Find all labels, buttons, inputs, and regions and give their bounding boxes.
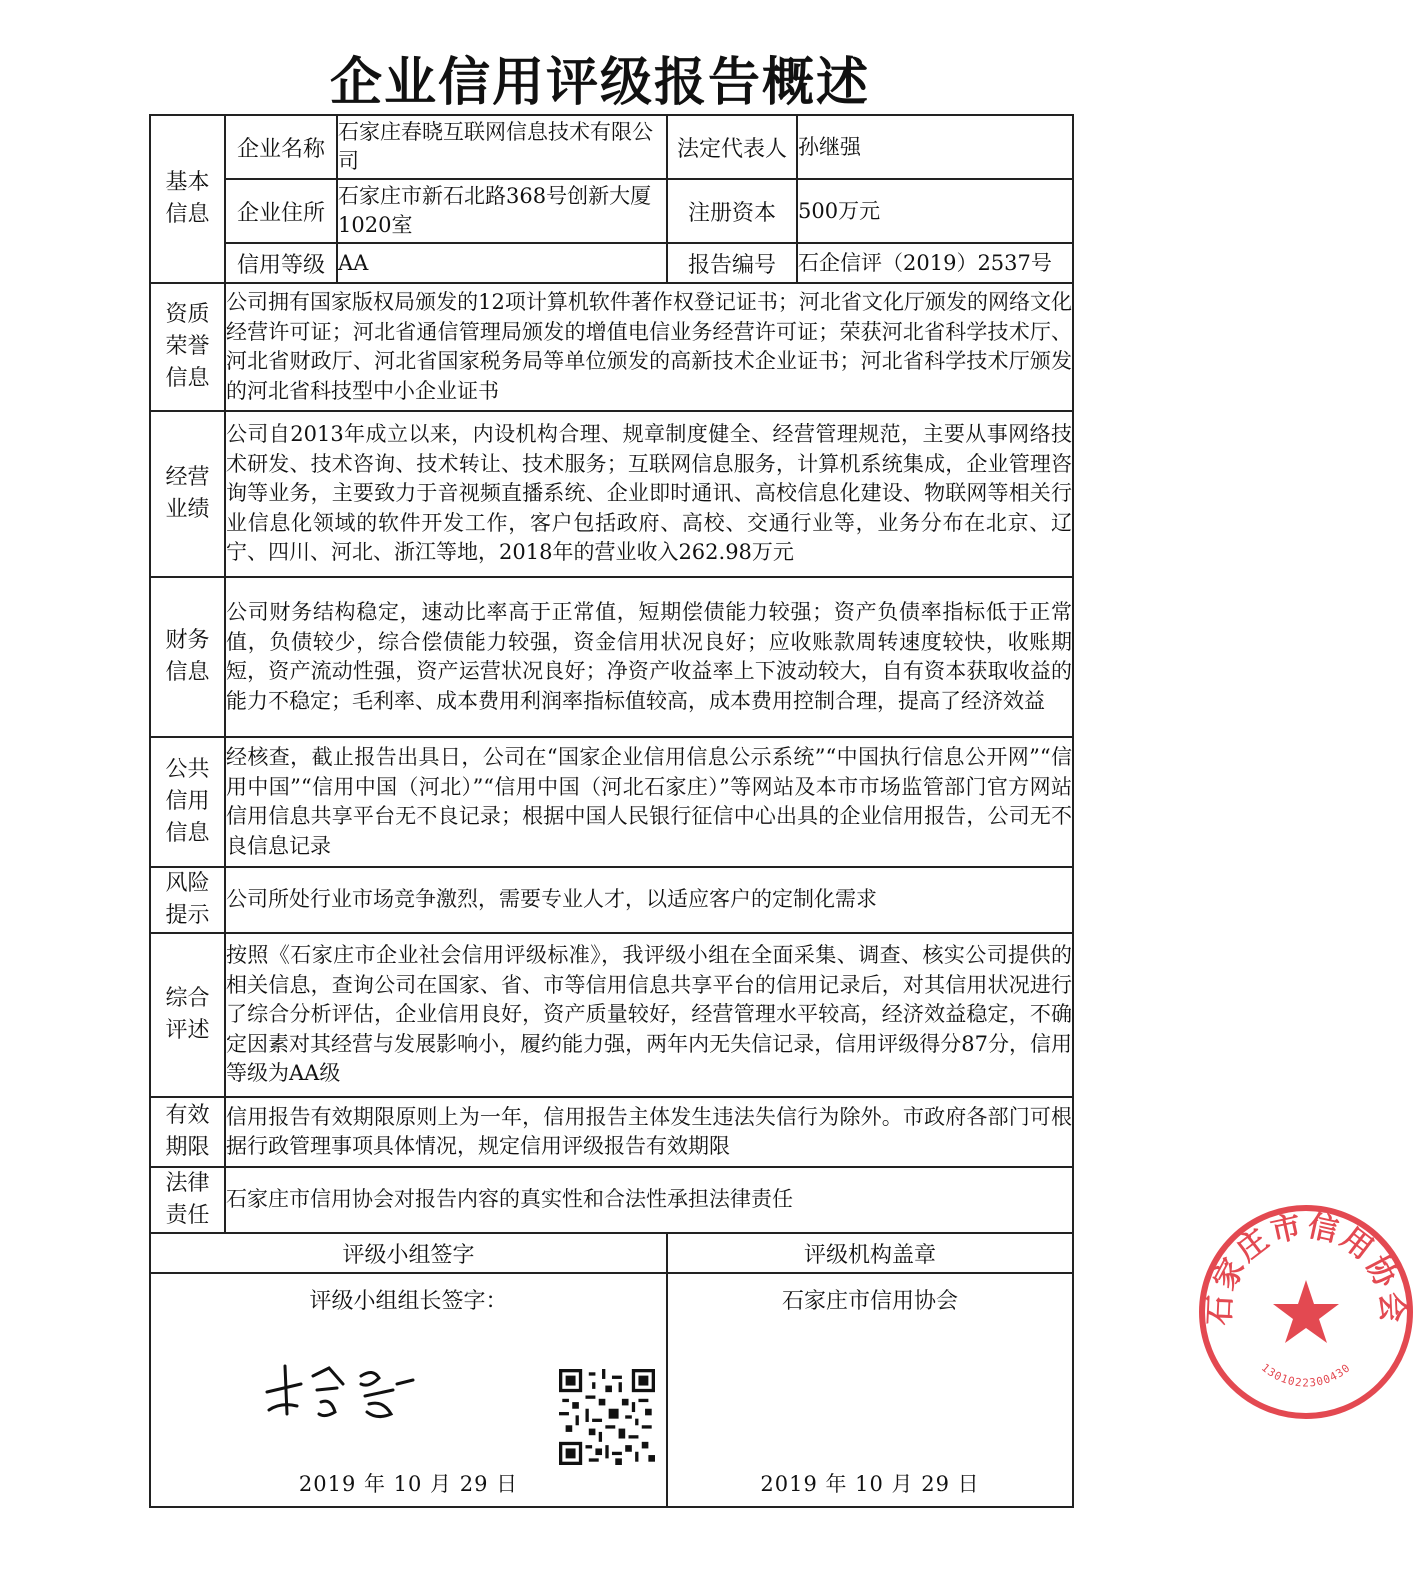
- group-leader-signature-label: 评级小组组长签字：: [309, 1289, 508, 1314]
- section-text-summary: 按照《石家庄市企业社会信用评级标准》，我评级小组在全面采集、调查、核实公司提供的相关信息，查询公司在国家、省、市等信用信息共享平台的信用记录后，对其信用状况进行了综合分析评估，企业信用良好，资产质量较好，经营管理水平较高，经济效益稳定，不确定因素对其经营与发展影响小，履约能力强，两年内无失信记录，信用评级得分87分，信用等级为AA级: [225, 933, 1073, 1097]
- report-number-value: 石企信评（2019）2537号: [797, 243, 1073, 283]
- svg-text:1301022300430: [1259, 1361, 1353, 1389]
- report-table-frame: [149, 114, 1410, 1496]
- section-text-validity: 信用报告有效期限原则上为一年，信用报告主体发生违法失信行为除外。市政府各部门可根据行政管理事项具体情况，规定信用评级报告有效期限: [225, 1097, 1073, 1167]
- legal-rep-label: 法定代表人: [667, 115, 797, 179]
- section-text-qualification: 公司拥有国家版权局颁发的12项计算机软件著作权登记证书；河北省文化厅颁发的网络文化经营许可证；河北省通信管理局颁发的增值电信业务经营许可证；荣获河北省科学技术厅、河北省财政厅、河北省国家税务局等单位颁发的高新技术企业证书；河北省科学技术厅颁发的河北省科技型中小企业证书: [225, 283, 1073, 411]
- qr-code-icon: [559, 1369, 655, 1465]
- seal-text: 石家庄市信用协会: [1202, 1208, 1410, 1327]
- report-number-label: 报告编号: [667, 243, 797, 283]
- section-label-validity: 有效期限: [150, 1097, 225, 1167]
- address-value: 石家庄市新石北路368号创新大厦1020室: [337, 179, 667, 243]
- section-label-summary: 综合评述: [150, 933, 225, 1097]
- capital-label: 注册资本: [667, 179, 797, 243]
- legal-rep-value: 孙继强: [797, 115, 1073, 179]
- section-label-qualification: 资质荣誉信息: [150, 283, 225, 411]
- right-date: 2019 年 10 月 29 日: [760, 1472, 980, 1496]
- credit-grade-value: AA: [337, 243, 667, 283]
- section-text-risk: 公司所处行业市场竞争激烈，需要专业人才，以适应客户的定制化需求: [225, 867, 1073, 933]
- document-title: 企业信用评级报告概述: [329, 53, 870, 113]
- left-date: 2019 年 10 月 29 日: [298, 1472, 519, 1496]
- section-label-legal: 法律责任: [150, 1167, 225, 1233]
- agency-name: 石家庄市信用协会: [781, 1289, 958, 1314]
- section-label-performance: 经营业绩: [150, 411, 225, 577]
- handwritten-signature-icon: [261, 1354, 441, 1424]
- company-name-value: 石家庄春晓互联网信息技术有限公司: [337, 115, 667, 179]
- company-name-label: 企业名称: [225, 115, 337, 179]
- rating-agency-seal-header: 评级机构盖章: [667, 1233, 1073, 1273]
- section-label-financial: 财务信息: [150, 577, 225, 737]
- section-label-basic: 基本信息: [150, 115, 225, 283]
- report-table: [149, 114, 1410, 1508]
- section-label-public-credit: 公共信用信息: [150, 737, 225, 867]
- official-seal-icon: [1196, 1202, 1416, 1422]
- address-label: 企业住所: [225, 179, 337, 243]
- capital-value: 500万元: [797, 179, 1073, 243]
- section-text-performance: 公司自2013年成立以来，内设机构合理、规章制度健全、经营管理规范，主要从事网络技术研发、技术咨询、技术转让、技术服务；互联网信息服务，计算机系统集成，企业管理咨询等业务，主要致力于音视频直播系统、企业即时通讯、高校信息化建设、物联网等相关行业信息化领域的软件开发工作，客户包括政府、高校、交通行业等，业务分布在北京、辽宁、四川、河北、浙江等地，2018年的营业收入262.98万元: [225, 411, 1073, 577]
- seal-number: 1301022300430: [1258, 1361, 1354, 1390]
- rating-group-signature-cell: [150, 1273, 667, 1507]
- section-text-legal: 石家庄市信用协会对报告内容的真实性和合法性承担法律责任: [225, 1167, 1073, 1233]
- section-label-risk: 风险提示: [150, 867, 225, 933]
- credit-grade-label: 信用等级: [225, 243, 337, 283]
- section-text-financial: 公司财务结构稳定，速动比率高于正常值，短期偿债能力较强；资产负债率指标低于正常值，负债较少，综合偿债能力较强，资金信用状况良好；应收账款周转速度较快，收账期短，资产流动性强，资产运营状况良好；净资产收益率上下波动较大，自有资本获取收益的能力不稳定；毛利率、成本费用利润率指标值较高，成本费用控制合理，提高了经济效益: [225, 577, 1073, 737]
- section-text-public-credit: 经核查，截止报告出具日，公司在“国家企业信用信息公示系统”“中国执行信息公开网”“信用中国”“信用中国（河北）”“信用中国（河北石家庄）”等网站及本市市场监管部门官方网站信用信息共享平台无不良记录；根据中国人民银行征信中心出具的企业信用报告，公司无不良信息记录: [225, 737, 1073, 867]
- rating-group-signature-header: 评级小组签字: [150, 1233, 667, 1273]
